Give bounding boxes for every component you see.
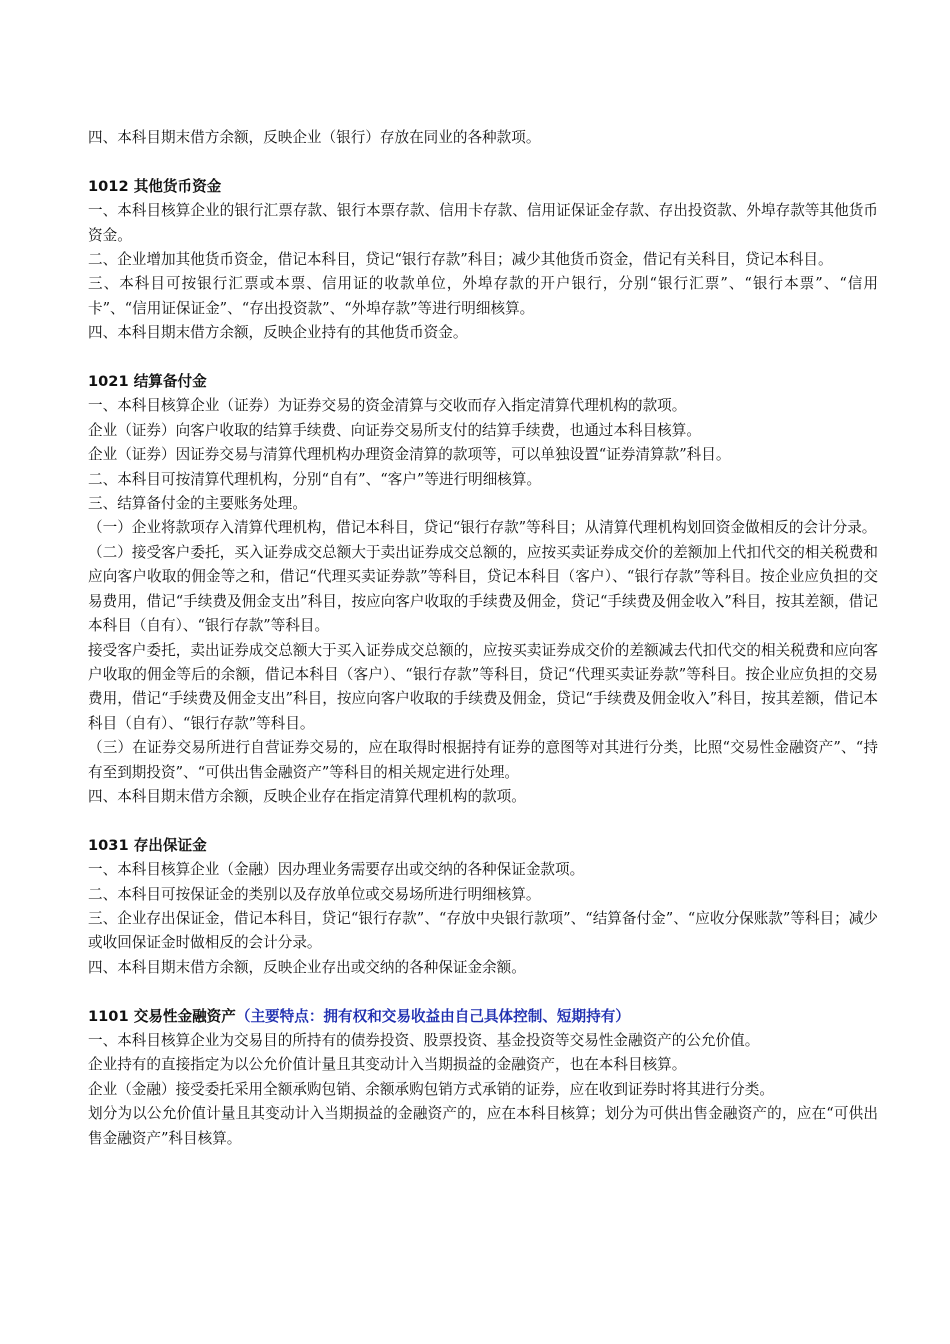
paragraph: 三、本科目可按银行汇票或本票、信用证的收款单位，外埠存款的开户银行，分别“银行汇票”、“银行本票”、“信用卡”、“信用证保证金”、“存出投资款”、“外埠存款”等进行明细核算。: [88, 275, 878, 317]
paragraph: （二）接受客户委托，买入证券成交总额大于卖出证券成交总额的，应按买卖证券成交价的差额加上代扣代交的相关税费和应向客户收取的佣金等之和，借记“代理买卖证券款”等科目，贷记本科目（客户）、“银行存款”等科目。按企业应负担的交易费用，借记“手续费及佣金支出”科目，按应向客户收取的手续费及佣金，贷记“手续费及佣金收入”科目，按其差额，借记本科目（自有）、“银行存款”等科目。: [88, 543, 878, 635]
spacer: [88, 980, 878, 1004]
spacer: [88, 346, 878, 370]
spacer: [88, 809, 878, 833]
paragraph: 企业（证券）因证券交易与清算代理机构办理资金清算的款项等，可以单独设置“证券清算款”科目。: [88, 446, 731, 464]
section-heading: 1101 交易性金融资产: [88, 1007, 236, 1025]
paragraph: 二、本科目可按清算代理机构，分别“自有”、“客户”等进行明细核算。: [88, 470, 542, 488]
paragraph: 划分为以公允价值计量且其变动计入当期损益的金融资产的，应在本科目核算；划分为可供出售金融资产的，应在“可供出售金融资产”科目核算。: [88, 1105, 878, 1147]
section-heading: 1021 结算备付金: [88, 373, 207, 391]
paragraph: 四、本科目期末借方余额，反映企业存出或交纳的各种保证金余额。: [88, 958, 526, 976]
paragraph: 二、本科目可按保证金的类别以及存放单位或交易场所进行明细核算。: [88, 885, 541, 903]
paragraph: 四、本科目期末借方余额，反映企业持有的其他货币资金。: [88, 324, 468, 342]
paragraph: 企业（金融）接受委托采用全额承购包销、余额承购包销方式承销的证券，应在收到证券时将其进行分类。: [88, 1080, 774, 1098]
section-heading-line: [88, 1005, 878, 1029]
document-page: [88, 126, 878, 1151]
paragraph: 三、企业存出保证金，借记本科目，贷记“银行存款”、“存放中央银行款项”、“结算备付金”、“应收分保账款”等科目；减少或收回保证金时做相反的会计分录。: [88, 909, 878, 952]
paragraph: 接受客户委托，卖出证券成交总额大于买入证券成交总额的，应按买卖证券成交价的差额减去代扣代交的相关税费和应向客户收取的佣金等后的余额，借记本科目（客户）、“银行存款”等科目，贷记“代理买卖证券款”等科目。按企业应负担的交易费用，借记“手续费及佣金支出”科目，按应向客户收取的手续费及佣金，贷记“手续费及佣金收入”科目，按其差额，借记本科目（自有）、“银行存款”等科目。: [88, 641, 878, 732]
section-note: （主要特点：拥有权和交易收益由自己具体控制、短期持有）: [235, 1007, 630, 1025]
paragraph: （一）企业将款项存入清算代理机构，借记本科目，贷记“银行存款”等科目；从清算代理机构划回资金做相反的会计分录。: [88, 519, 877, 537]
section-1101: [88, 1005, 878, 1151]
intro-paragraph: 四、本科目期末借方余额，反映企业（银行）存放在同业的各种款项。: [88, 129, 541, 146]
section-1021: [88, 370, 878, 809]
paragraph: 一、本科目核算企业为交易目的所持有的债券投资、股票投资、基金投资等交易性金融资产的公允价值。: [88, 1031, 760, 1049]
section-1031: [88, 834, 878, 980]
paragraph: 一、本科目核算企业的银行汇票存款、银行本票存款、信用卡存款、信用证保证金存款、存出投资款、外埠存款等其他货币资金。: [88, 202, 878, 244]
paragraph: 二、企业增加其他货币资金，借记本科目，贷记“银行存款”科目；减少其他货币资金，借记有关科目，贷记本科目。: [88, 251, 833, 269]
spacer: [88, 150, 878, 174]
section-heading: 1031 存出保证金: [88, 836, 207, 854]
paragraph: 一、本科目核算企业（金融）因办理业务需要存出或交纳的各种保证金款项。: [88, 861, 585, 879]
paragraph: （三）在证券交易所进行自营证券交易的，应在取得时根据持有证券的意图等对其进行分类，比照“交易性金融资产”、“持有至到期投资”、“可供出售金融资产”等科目的相关规定进行处理。: [88, 739, 878, 781]
paragraph: 四、本科目期末借方余额，反映企业存在指定清算代理机构的款项。: [88, 787, 526, 805]
section-heading: 1012 其他货币资金: [88, 177, 222, 195]
paragraph: 三、结算备付金的主要账务处理。: [88, 495, 307, 513]
paragraph: 一、本科目核算企业（证券）为证券交易的资金清算与交收而存入指定清算代理机构的款项。: [88, 397, 687, 415]
section-1012: [88, 175, 878, 346]
paragraph: 企业（证券）向客户收取的结算手续费、向证券交易所支付的结算手续费，也通过本科目核算。: [88, 421, 701, 439]
paragraph: 企业持有的直接指定为以公允价值计量且其变动计入当期损益的金融资产，也在本科目核算。: [88, 1056, 687, 1074]
